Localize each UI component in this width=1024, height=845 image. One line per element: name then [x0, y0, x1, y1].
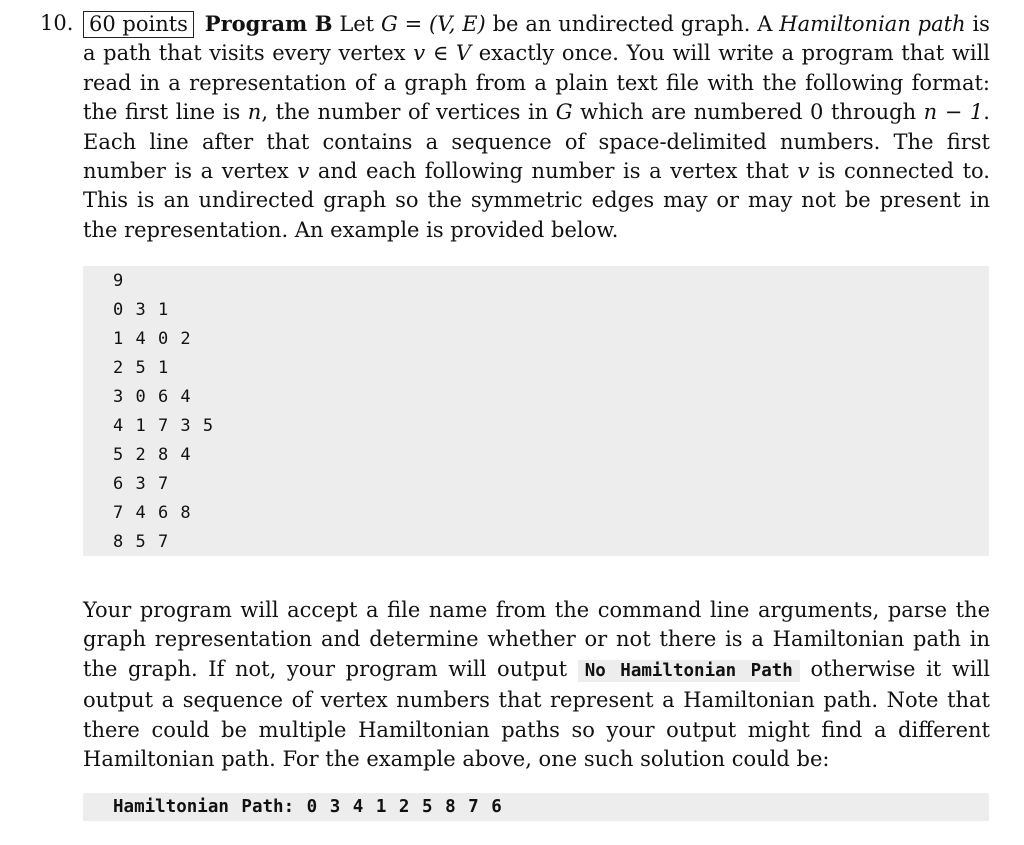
intro-text-3: is a path that visits every vertex [83, 12, 990, 66]
example-output-code-block [83, 793, 989, 821]
code-line: Hamiltonian Path: 0 3 4 1 2 5 8 7 6 [113, 797, 502, 817]
inline-code-no-path: No Hamiltonian Path [578, 660, 800, 682]
code-line: 8 5 7 [113, 532, 169, 552]
code-line: 0 3 1 [113, 300, 169, 320]
code-line: 3 0 6 4 [113, 387, 191, 407]
code-line: 2 5 1 [113, 358, 169, 378]
math-n-minus-1: n − 1 [923, 100, 984, 125]
intro-text-1: Let [339, 12, 381, 36]
intro-text-5: , the number of vertices in [261, 100, 556, 125]
intro-text-8: and each following number is a vertex that [309, 159, 798, 184]
question-number: 10. [40, 11, 74, 35]
code-line: 7 4 6 8 [113, 503, 191, 523]
code-line: 1 4 0 2 [113, 329, 191, 349]
math-n: n [247, 100, 262, 125]
problem-title: Program B [204, 11, 333, 36]
math-v-in-V: v ∈ V [413, 41, 472, 66]
term-hamiltonian-path: Hamiltonian path [779, 12, 966, 36]
intro-text-2: be an undirected graph. A [485, 12, 780, 36]
math-v: v [297, 159, 310, 184]
problem-intro-paragraph [83, 9, 990, 245]
intro-text-4: exactly once. You will write a program that will read in a representation of a graph from a plain text file with the following format: the first line is [83, 41, 990, 125]
body-text-2: otherwise it will output a sequence of vertex numbers that represent a Hamiltonian path. Note that there could be multiple Hamiltonian paths so your output might find a different Hamiltonian path. For the example above, one such solution could be: [83, 656, 990, 772]
code-line: 6 3 7 [113, 474, 169, 494]
body-text-1: Your program will accept a file name from the command line arguments, parse the graph representation and determine whether or not there is a Hamiltonian path in the graph. If not, your program will output [83, 598, 990, 681]
intro-text-9: is connected to. This is an undirected graph so the symmetric edges may or may not be present in the representation. An example is provided below. [83, 159, 990, 242]
example-input-code-block [83, 266, 989, 556]
code-line: 9 [113, 271, 124, 291]
code-line: 4 1 7 3 5 [113, 416, 214, 436]
intro-text-6: which are numbered 0 through [572, 100, 924, 125]
math-v: v [797, 159, 810, 184]
points-badge: 60 points [83, 11, 194, 38]
math-graph-definition: G = (V, E) [380, 12, 486, 36]
intro-text-7: . Each line after that contains a sequence of space-delimited numbers. The first number is a vertex [83, 100, 990, 184]
program-description-paragraph [83, 596, 990, 774]
code-line: 5 2 8 4 [113, 445, 191, 465]
math-G: G [555, 100, 573, 125]
